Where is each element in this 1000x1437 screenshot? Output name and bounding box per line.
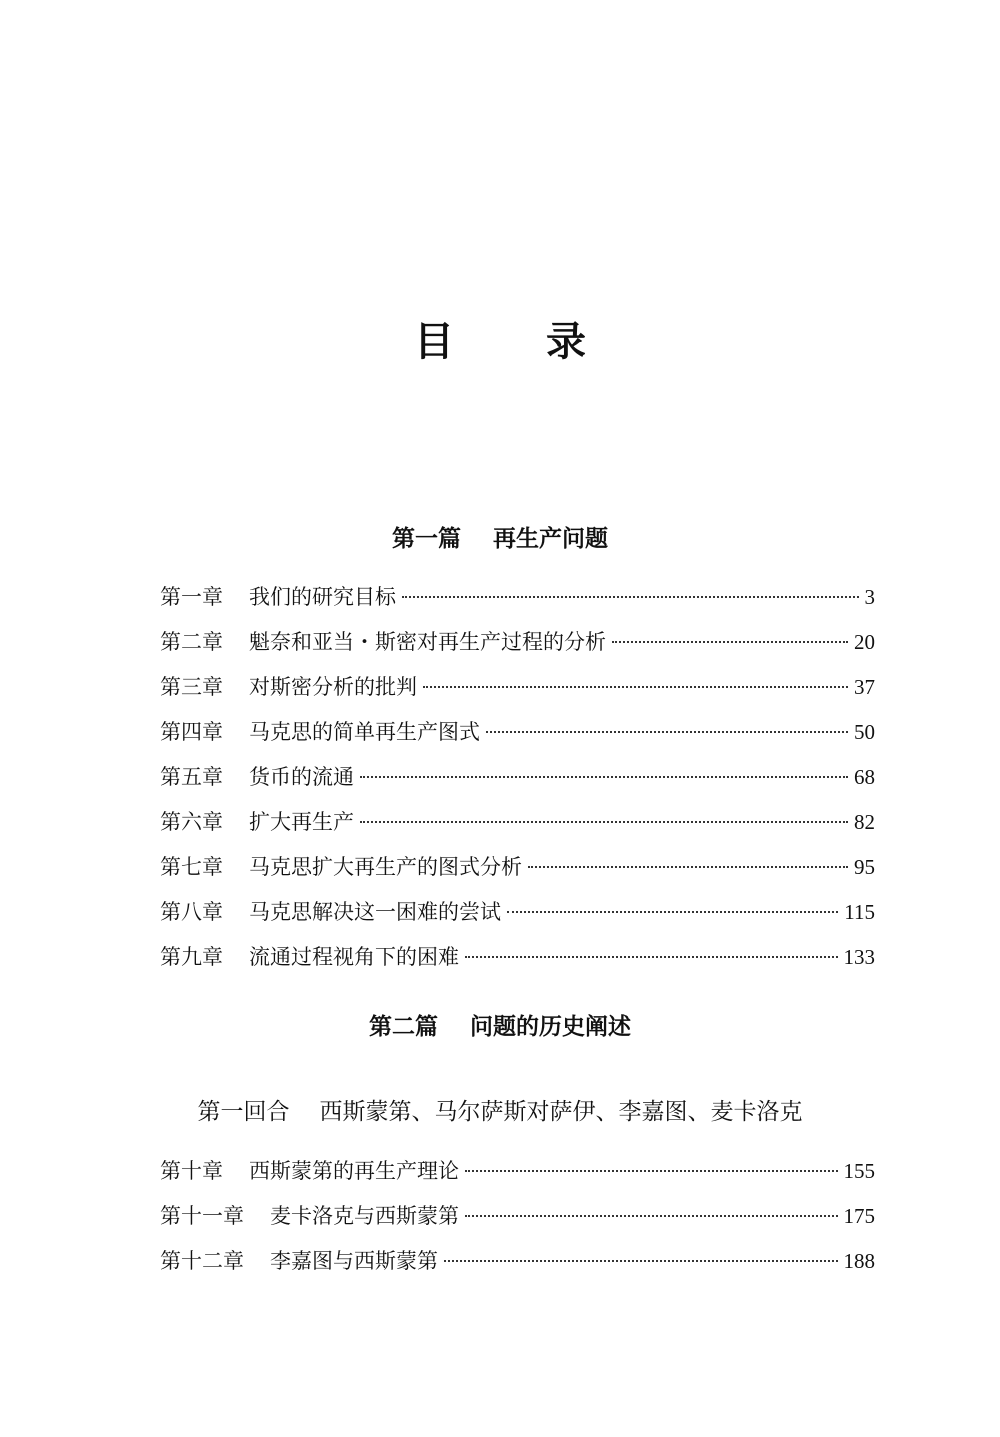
page-number: 155 [843,1159,875,1183]
dot-leader [402,596,859,598]
page-number: 188 [843,1249,875,1273]
page-number: 115 [844,900,875,924]
page-title-left: 目 [414,319,454,365]
toc-entry[interactable] [160,1246,875,1291]
page-number: 133 [843,945,875,969]
chapter-title: 货币的流通 [249,765,354,789]
chapter-title: 李嘉图与西斯蒙第 [270,1249,438,1273]
page-number: 3 [864,585,875,609]
page-title-right: 录 [546,319,586,365]
toc-entry[interactable] [160,942,875,987]
chapter-number: 第八章 [160,900,223,924]
dot-leader [360,776,848,778]
part-label: 第二篇 [369,1014,438,1040]
toc-entry[interactable] [160,852,875,897]
dot-leader [465,956,838,958]
chapter-title: 马克思解决这一困难的尝试 [249,900,501,924]
page-title [0,310,1000,367]
chapter-number: 第十章 [160,1159,223,1183]
chapter-list [160,1156,875,1291]
dot-leader [444,1260,838,1262]
chapter-title: 马克思的简单再生产图式 [249,720,480,744]
chapter-number: 第十一章 [160,1204,244,1228]
dot-leader [465,1170,838,1172]
chapter-number: 第一章 [160,585,223,609]
chapter-number: 第二章 [160,630,223,654]
page-number: 82 [854,810,875,834]
toc-entry[interactable] [160,1156,875,1201]
round-name: 西斯蒙第、马尔萨斯对萨伊、李嘉图、麦卡洛克 [319,1099,803,1125]
page-number: 20 [854,630,875,654]
toc-entry[interactable] [160,1201,875,1246]
part-name: 问题的历史阐述 [470,1014,631,1040]
dot-leader [360,821,848,823]
toc-entry[interactable] [160,807,875,852]
part-heading [0,1008,1000,1041]
page-number: 95 [854,855,875,879]
toc-entry[interactable] [160,897,875,942]
toc-entry[interactable] [160,762,875,807]
page-number: 37 [854,675,875,699]
part-label: 第一篇 [392,526,461,552]
chapter-title: 对斯密分析的批判 [249,675,417,699]
toc-entry[interactable] [160,672,875,717]
toc-entry[interactable] [160,717,875,762]
part-heading [0,520,1000,553]
chapter-title: 麦卡洛克与西斯蒙第 [270,1204,459,1228]
page-number: 175 [843,1204,875,1228]
dot-leader [465,1215,838,1217]
chapter-title: 扩大再生产 [249,810,354,834]
dot-leader [612,641,848,643]
page-number: 68 [854,765,875,789]
page-number: 50 [854,720,875,744]
chapter-number: 第七章 [160,855,223,879]
dot-leader [507,911,838,913]
chapter-title: 流通过程视角下的困难 [249,945,459,969]
chapter-number: 第四章 [160,720,223,744]
chapter-title: 我们的研究目标 [249,585,396,609]
round-label: 第一回合 [197,1099,290,1125]
dot-leader [528,866,848,868]
chapter-title: 魁奈和亚当・斯密对再生产过程的分析 [249,630,606,654]
chapter-list [160,582,875,987]
chapter-number: 第三章 [160,675,223,699]
dot-leader [486,731,848,733]
round-heading [0,1093,1000,1126]
dot-leader [423,686,848,688]
chapter-number: 第六章 [160,810,223,834]
toc-entry[interactable] [160,627,875,672]
part-name: 再生产问题 [493,526,608,552]
chapter-title: 西斯蒙第的再生产理论 [249,1159,459,1183]
chapter-number: 第九章 [160,945,223,969]
chapter-number: 第五章 [160,765,223,789]
chapter-number: 第十二章 [160,1249,244,1273]
toc-entry[interactable] [160,582,875,627]
chapter-title: 马克思扩大再生产的图式分析 [249,855,522,879]
